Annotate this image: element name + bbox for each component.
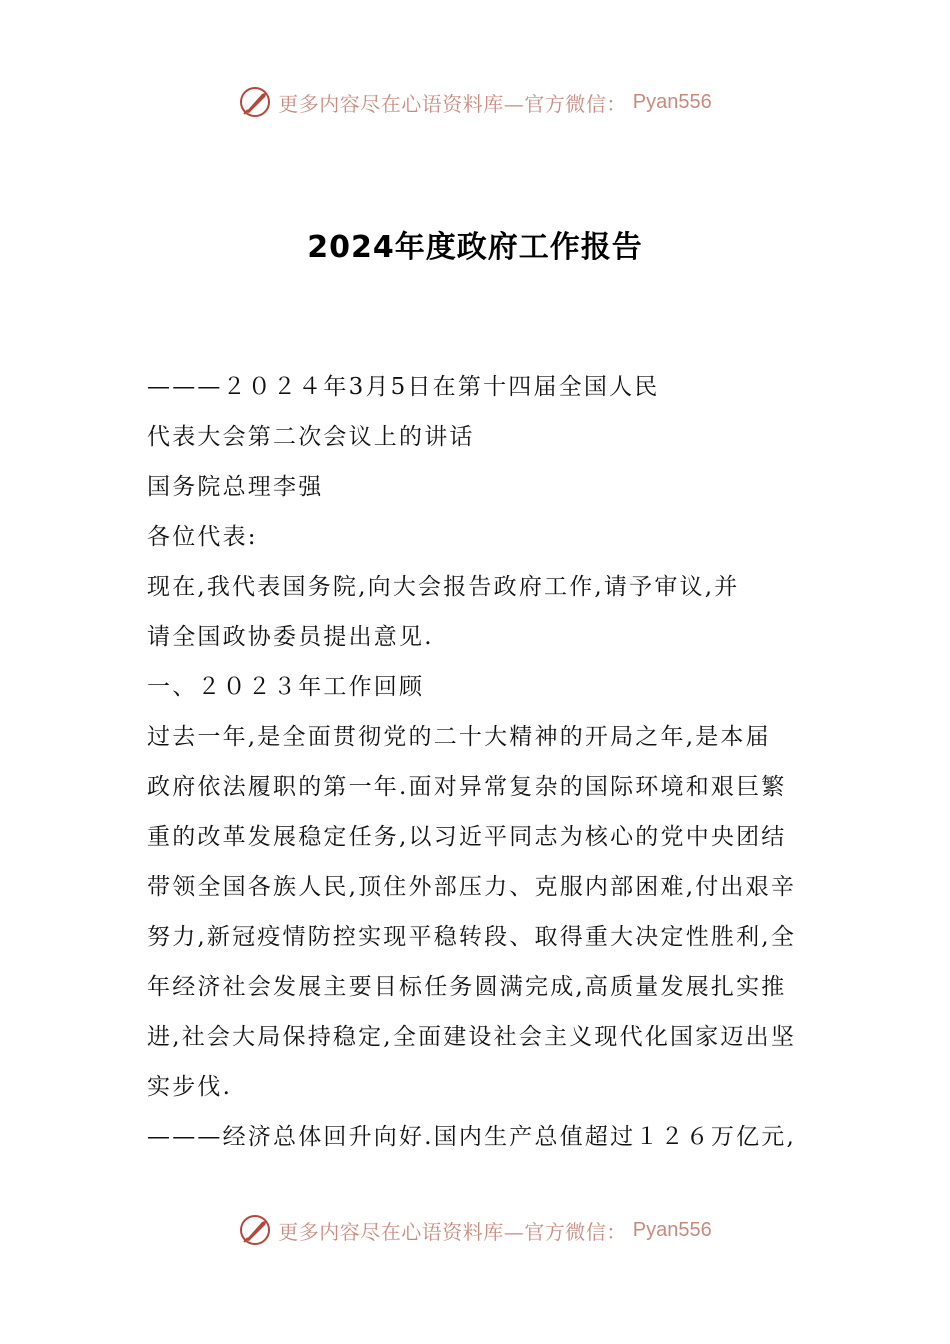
document-title: 2024年度政府工作报告 <box>307 230 643 265</box>
body-line: 政府依法履职的第一年.面对异常复杂的国际环境和艰巨繁 <box>147 774 787 800</box>
body-line: 实步伐. <box>147 1074 233 1100</box>
quill-logo-icon <box>238 85 272 119</box>
body-line: 进,社会大局保持稳定,全面建设社会主义现代化国家迈出坚 <box>147 1024 797 1050</box>
quill-logo-icon <box>238 1213 272 1247</box>
watermark-text: 更多内容尽在心语资料库—官方微信： <box>278 91 627 116</box>
body-line: 一、２０２３年工作回顾 <box>147 674 425 700</box>
body-line: 代表大会第二次会议上的讲话 <box>147 424 475 450</box>
body-line: 请全国政协委员提出意见. <box>147 624 434 650</box>
body-line: 过去一年,是全面贯彻党的二十大精神的开局之年,是本届 <box>147 724 771 750</box>
body-line: 重的改革发展稳定任务,以习近平同志为核心的党中央团结 <box>147 824 787 850</box>
body-line: 各位代表: <box>147 524 258 550</box>
body-line: 年经济社会发展主要目标任务圆满完成,高质量发展扎实推 <box>147 974 787 1000</box>
body-line: ———经济总体回升向好.国内生产总值超过１２６万亿元, <box>147 1124 797 1150</box>
body-line: ———２０２４年3月5日在第十四届全国人民 <box>147 374 660 400</box>
body-line: 努力,新冠疫情防控实现平稳转段、取得重大决定性胜利,全 <box>147 924 797 950</box>
body-line: 国务院总理李强 <box>147 474 324 500</box>
watermark-wechat-id: Pyan556 <box>632 90 712 113</box>
header-watermark <box>0 80 950 124</box>
footer-watermark <box>0 1208 950 1252</box>
watermark-text: 更多内容尽在心语资料库—官方微信： <box>278 1219 627 1244</box>
watermark-wechat-id: Pyan556 <box>632 1218 712 1241</box>
document-body <box>147 362 812 1162</box>
body-line: 现在,我代表国务院,向大会报告政府工作,请予审议,并 <box>147 574 740 600</box>
body-line: 带领全国各族人民,顶住外部压力、克服内部困难,付出艰辛 <box>147 874 797 900</box>
